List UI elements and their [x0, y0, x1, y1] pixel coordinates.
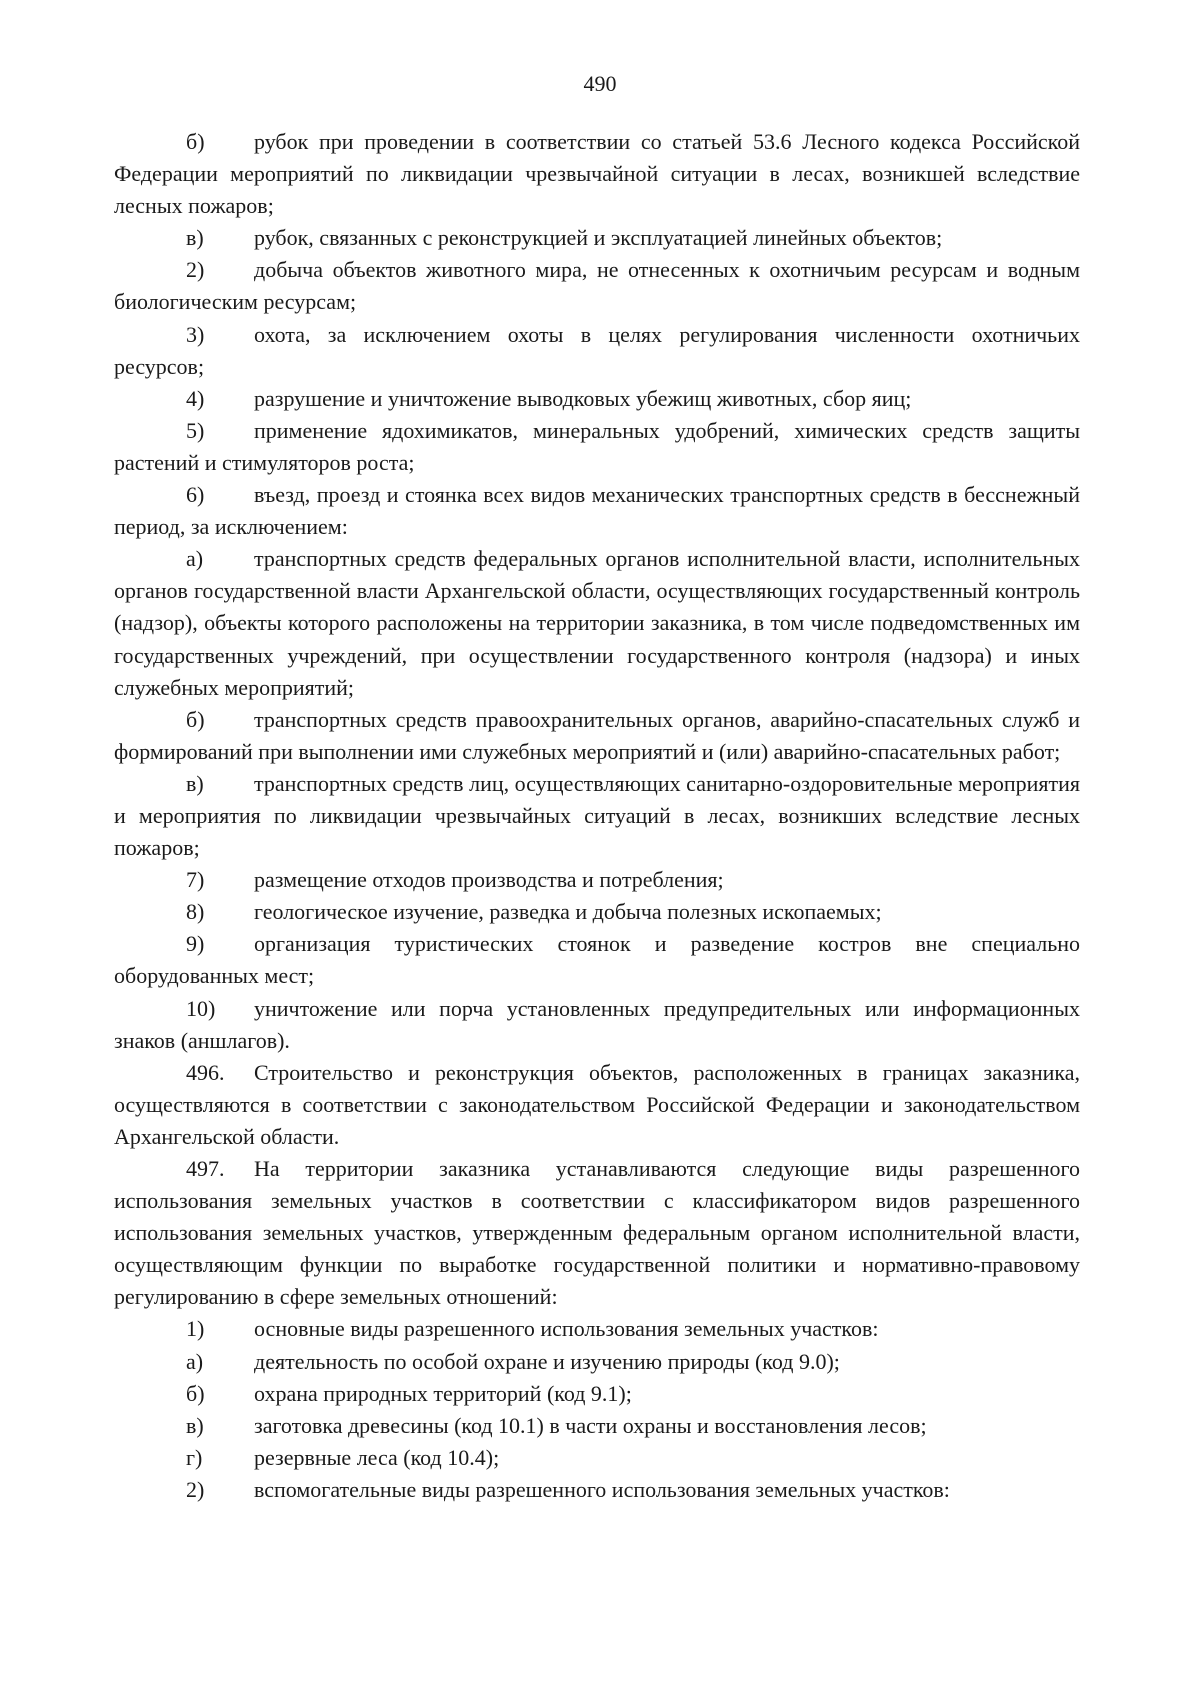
paragraph-text: геологическое изучение, разведка и добыча полезных ископаемых; [254, 899, 882, 925]
paragraph-text: рубок, связанных с реконструкцией и эксплуатацией линейных объектов; [254, 225, 943, 251]
paragraph [114, 543, 1080, 703]
list-marker: 10) [186, 995, 216, 1021]
paragraph-text: разрушение и уничтожение выводковых убежищ животных, сбор яиц; [254, 385, 912, 411]
paragraph [114, 704, 1080, 768]
list-marker: 4) [186, 385, 205, 411]
paragraph-text: применение ядохимикатов, минеральных удобрений, химических средств защиты растений и стимуляторов роста; [114, 417, 1080, 475]
paragraph-text: добыча объектов животного мира, не отнесенных к охотничьим ресурсам и водным биологическим ресурсам; [114, 257, 1080, 315]
list-marker: б) [186, 129, 205, 154]
list-marker: 497. [186, 1156, 225, 1181]
paragraph-text: Строительство и реконструкция объектов, расположенных в границах заказника, осуществляются в соответствии с законодательством Российской Федерации и законодательством Архангельской области. [114, 1059, 1080, 1149]
paragraph-text: размещение отходов производства и потребления; [254, 867, 724, 893]
paragraph-text: основные виды разрешенного использования земельных участков: [254, 1316, 879, 1342]
paragraph-text: транспортных средств лиц, осуществляющих санитарно-оздоровительные мероприятия и мероприятия по ликвидации чрезвычайных ситуаций в лесах, возникших вследствие лесных пожаров; [114, 770, 1080, 861]
paragraph [114, 1057, 1080, 1153]
paragraph [114, 896, 1080, 928]
paragraph [114, 222, 1080, 254]
paragraph [114, 993, 1080, 1057]
list-marker: а) [186, 546, 204, 572]
list-marker: 3) [186, 321, 205, 347]
paragraph-text: резервные леса (код 10.4); [254, 1444, 500, 1470]
list-marker: в) [186, 770, 204, 796]
paragraph-text: уничтожение или порча установленных предупредительных или информационных знаков (аншлагов). [114, 995, 1080, 1053]
list-marker: 5) [186, 417, 205, 443]
paragraph [114, 1378, 1080, 1410]
paragraph [114, 479, 1080, 543]
paragraph-text: охота, за исключением охоты в целях регулирования численности охотничьих ресурсов; [114, 321, 1080, 379]
paragraph-text: охрана природных территорий (код 9.1); [254, 1380, 632, 1406]
paragraph [114, 1474, 1080, 1506]
list-marker: а) [186, 1348, 204, 1374]
paragraph-text: транспортных средств правоохранительных органов, аварийно-спасательных служб и формирований при выполнении ими служебных мероприятий и (или) аварийно-спасательных работ; [114, 706, 1080, 764]
paragraph-text: заготовка древесины (код 10.1) в части охраны и восстановления лесов; [254, 1412, 927, 1438]
paragraph-text: На территории заказника устанавливаются следующие виды разрешенного использования земельных участков в соответствии с классификатором видов разрешенного использования земельных участков, утвержденным федеральным органом исполнительной власти, осуществляющим функции по выработке государственной политики и нормативно-правовому регулированию в сфере земельных отношений: [114, 1156, 1080, 1310]
document-body [114, 126, 1080, 1506]
paragraph [114, 383, 1080, 415]
page-number: 490 [583, 71, 617, 96]
paragraph [114, 928, 1080, 992]
paragraph [114, 415, 1080, 479]
list-marker: 7) [186, 867, 205, 893]
list-marker: в) [186, 225, 204, 251]
list-marker: 8) [186, 899, 205, 925]
paragraph [114, 768, 1080, 864]
list-marker: г) [186, 1444, 203, 1470]
paragraph-text: въезд, проезд и стоянка всех видов механических транспортных средств в бесснежный период, за исключением: [114, 482, 1080, 540]
paragraph [114, 864, 1080, 896]
paragraph [114, 126, 1080, 222]
paragraph [114, 1153, 1080, 1313]
paragraph-text: транспортных средств федеральных органов исполнительной власти, исполнительных органов государственной власти Архангельской области, осуществляющих государственный контроль (надзор), объекты которого расположены на территории заказника, в том числе подведомственных им государственных учреждений, при осуществлении государственного контроля (надзора) и иных служебных мероприятий; [114, 546, 1080, 700]
list-marker: б) [186, 1380, 205, 1406]
list-marker: 6) [186, 482, 205, 508]
paragraph [114, 254, 1080, 318]
list-marker: 496. [186, 1059, 225, 1085]
list-marker: 1) [186, 1316, 205, 1342]
paragraph-text: деятельность по особой охране и изучению природы (код 9.0); [254, 1348, 840, 1374]
paragraph [114, 1313, 1080, 1345]
list-marker: 2) [186, 1476, 205, 1502]
paragraph [114, 319, 1080, 383]
paragraph-text: вспомогательные виды разрешенного использования земельных участков: [254, 1476, 950, 1502]
paragraph-text: рубок при проведении в соответствии со статьей 53.6 Лесного кодекса Российской Федерации мероприятий по ликвидации чрезвычайной ситуации в лесах, возникшей вследствие лесных пожаров; [114, 129, 1080, 219]
list-marker: 2) [186, 257, 205, 283]
paragraph [114, 1442, 1080, 1474]
paragraph [114, 1410, 1080, 1442]
list-marker: 9) [186, 931, 205, 957]
list-marker: б) [186, 706, 205, 732]
paragraph-text: организация туристических стоянок и разведение костров вне специально оборудованных мест; [114, 931, 1080, 989]
list-marker: в) [186, 1412, 204, 1438]
paragraph [114, 1346, 1080, 1378]
